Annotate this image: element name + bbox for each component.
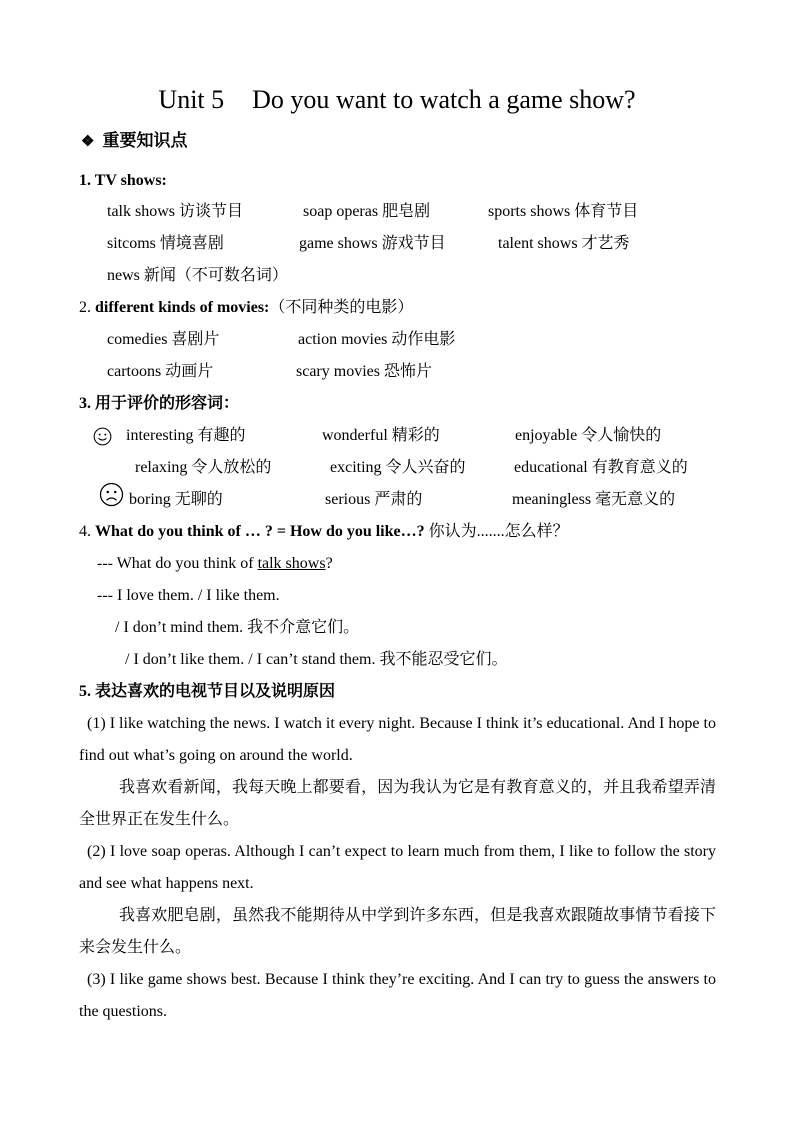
example-paragraph-cn: 我喜欢看新闻，我每天晚上都要看，因为我认为它是有教育意义的，并且我希望弄清全世界正在发生什么。 xyxy=(79,779,716,828)
dialogue-question-mark: ? xyxy=(325,555,333,572)
example-paragraph-cn: 我喜欢肥皂剧，虽然我不能期待从中学到许多东西，但是我喜欢跟随故事情节看接下来会发生什么。 xyxy=(79,907,716,956)
adjective-positive: enjoyable 令人愉快的 xyxy=(515,427,662,444)
dialogue-question xyxy=(97,554,333,574)
tv-show-item: talent shows 才艺秀 xyxy=(498,235,630,252)
dialogue-answer: / I don’t mind them. 我不介意它们。 xyxy=(115,619,360,636)
section-2-title: different kinds of movies: xyxy=(95,299,270,316)
movie-kind-item: cartoons 动画片 xyxy=(107,363,214,380)
key-points-label: 重要知识点 xyxy=(102,131,188,150)
section-4-heading xyxy=(79,522,569,542)
adjective-positive: exciting 令人兴奋的 xyxy=(330,459,466,476)
section-3-heading: 3. 用于评价的形容词： xyxy=(79,395,240,412)
adjective-positive: educational 有教育意义的 xyxy=(514,459,688,476)
section-4-number: 4. xyxy=(79,523,91,540)
smiley-face-icon xyxy=(93,427,112,446)
example-paragraph-en: (3) I like game shows best. Because I think they’re exciting. And I can try to guess the answers to the questions. xyxy=(79,971,716,1020)
adjective-negative: boring 无聊的 xyxy=(129,491,223,508)
movie-kind-item: comedies 喜剧片 xyxy=(107,331,220,348)
adjective-negative: meaningless 毫无意义的 xyxy=(512,491,676,508)
example-paragraph-en: (1) I like watching the news. I watch it every night. Because I think it’s educational. And I hope to find out what’s going on around the world. xyxy=(79,715,716,764)
adjective-positive: relaxing 令人放松的 xyxy=(135,459,272,476)
tv-show-item: sports shows 体育节目 xyxy=(488,203,639,220)
section-4-title: What do you think of … ? = How do you like…? xyxy=(95,523,425,540)
section-2-note: （不同种类的电影） xyxy=(269,299,414,316)
section-2-number: 2. xyxy=(79,299,91,316)
dialogue-question-text: --- What do you think of xyxy=(97,555,258,572)
unit-label: Unit 5 xyxy=(158,85,225,114)
adjective-positive: wonderful 精彩的 xyxy=(322,427,440,444)
page-title xyxy=(0,84,794,116)
tv-show-item: sitcoms 情境喜剧 xyxy=(107,235,224,252)
movie-kind-item: action movies 动作电影 xyxy=(298,331,456,348)
key-points-heading xyxy=(81,130,187,153)
section-2-heading xyxy=(79,298,413,318)
title-question: Do you want to watch a game show? xyxy=(252,85,636,114)
section-1-heading: 1. TV shows: xyxy=(79,172,167,189)
dialogue-question-topic: talk shows xyxy=(257,555,326,572)
dialogue-answer: --- I love them. / I like them. xyxy=(97,587,280,604)
adjective-positive: interesting 有趣的 xyxy=(126,427,246,444)
dialogue-answer: / I don’t like them. / I can’t stand them. 我不能忍受它们。 xyxy=(125,651,508,668)
sad-face-icon xyxy=(99,482,124,507)
movie-kind-item: scary movies 恐怖片 xyxy=(296,363,432,380)
diamond-bullet-icon: ❖ xyxy=(81,134,95,150)
tv-show-item: news 新闻（不可数名词） xyxy=(107,267,288,284)
section-4-meaning: 你认为.......怎么样？ xyxy=(428,523,569,540)
tv-show-item: game shows 游戏节目 xyxy=(299,235,446,252)
example-paragraph-en: (2) I love soap operas. Although I can’t expect to learn much from them, I like to follow the story and see what happens next. xyxy=(79,843,716,892)
tv-show-item: soap operas 肥皂剧 xyxy=(303,203,431,220)
tv-show-item: talk shows 访谈节目 xyxy=(107,203,244,220)
adjective-negative: serious 严肃的 xyxy=(325,491,423,508)
section-5-heading: 5. 表达喜欢的电视节目以及说明原因 xyxy=(79,683,336,700)
